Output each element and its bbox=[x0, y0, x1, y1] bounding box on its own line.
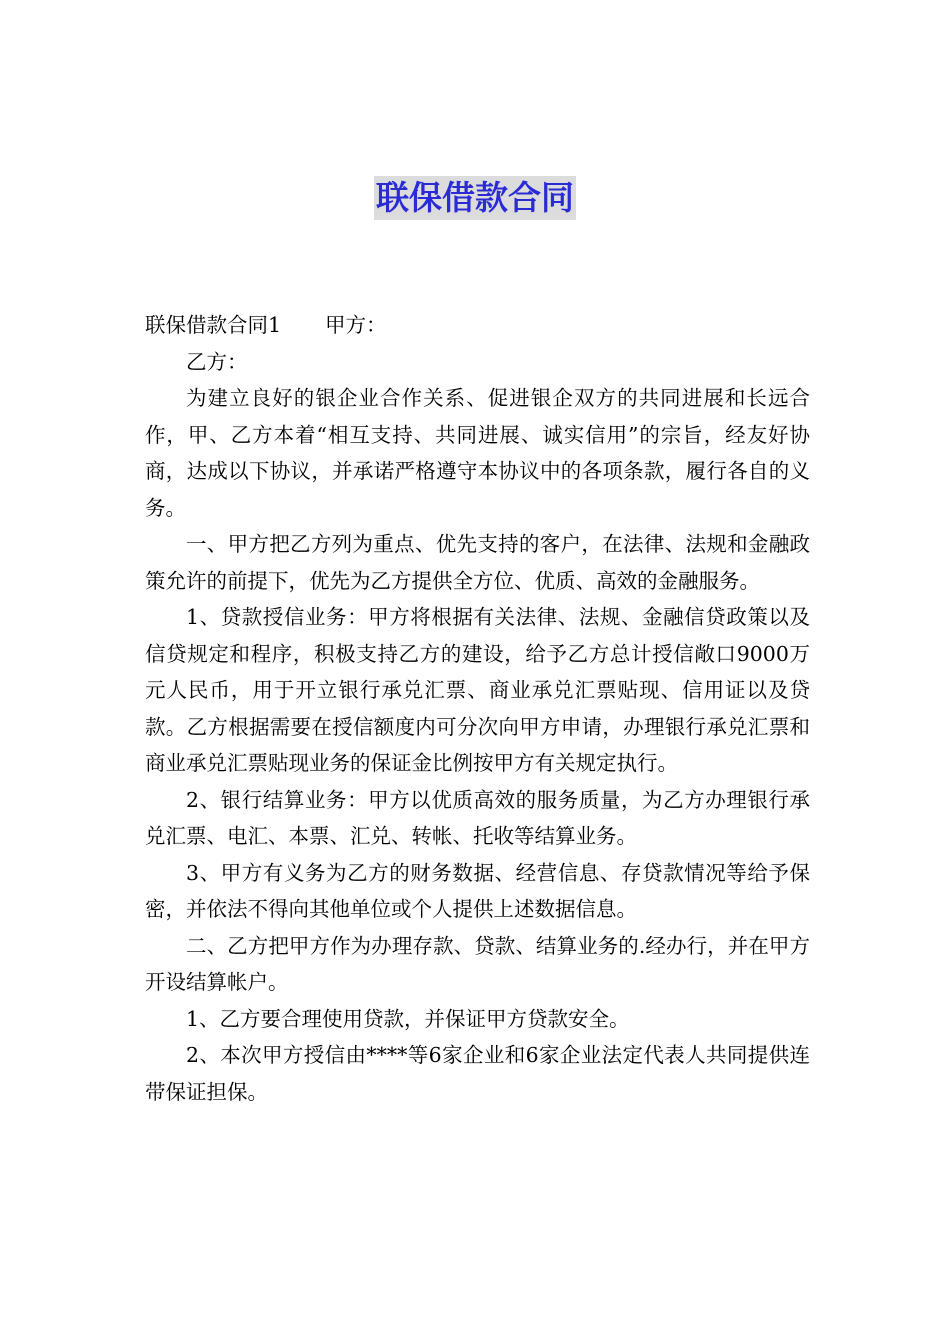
title-container bbox=[0, 176, 950, 220]
party-b-label: 乙方： bbox=[186, 349, 248, 374]
paragraph-clause-2-2: 2、本次甲方授信由****等6家企业和6家企业法定代表人共同提供连带保证担保。 bbox=[145, 1043, 810, 1104]
intro-line bbox=[145, 307, 810, 344]
paragraph-clause-1-1: 1、贷款授信业务：甲方将根据有关法律、法规、金融信贷政策以及信贷规定和程序，积极支持乙方的建设，给予乙方总计授信敞口9000万元人民币，用于开立银行承兑汇票、商业承兑汇票贴现、信用证以及贷款。乙方根据需要在授信额度内可分次向甲方申请，办理银行承兑汇票和商业承兑汇票贴现业务的保证金比例按甲方有关规定执行。 bbox=[145, 605, 810, 775]
paragraph-clause-1-3: 3、甲方有义务为乙方的财务数据、经营信息、存贷款情况等给予保密，并依法不得向其他单位或个人提供上述数据信息。 bbox=[145, 860, 810, 921]
party-a-label: 甲方： bbox=[325, 313, 387, 337]
document-title: 联保借款合同 bbox=[374, 176, 576, 220]
contract-heading: 联保借款合同1 bbox=[145, 313, 282, 337]
document-body bbox=[145, 307, 810, 1110]
paragraph-preamble: 为建立良好的银企业合作关系、促进银企双方的共同进展和长远合作，甲、乙方本着“相互支持、共同进展、诚实信用”的宗旨，经友好协商，达成以下协议，并承诺严格遵守本协议中的各项条款，履行各自的义务。 bbox=[145, 386, 810, 520]
paragraph-section-2: 二、乙方把甲方作为办理存款、贷款、结算业务的.经办行，并在甲方开设结算帐户。 bbox=[145, 933, 810, 994]
paragraph-clause-2-1: 1、乙方要合理使用贷款，并保证甲方贷款安全。 bbox=[186, 1006, 630, 1031]
paragraph-clause-1-2: 2、银行结算业务：甲方以优质高效的服务质量，为乙方办理银行承兑汇票、电汇、本票、汇兑、转帐、托收等结算业务。 bbox=[145, 787, 810, 848]
paragraph-section-1: 一、甲方把乙方列为重点、优先支持的客户，在法律、法规和金融政策允许的前提下，优先为乙方提供全方位、优质、高效的金融服务。 bbox=[145, 532, 810, 593]
